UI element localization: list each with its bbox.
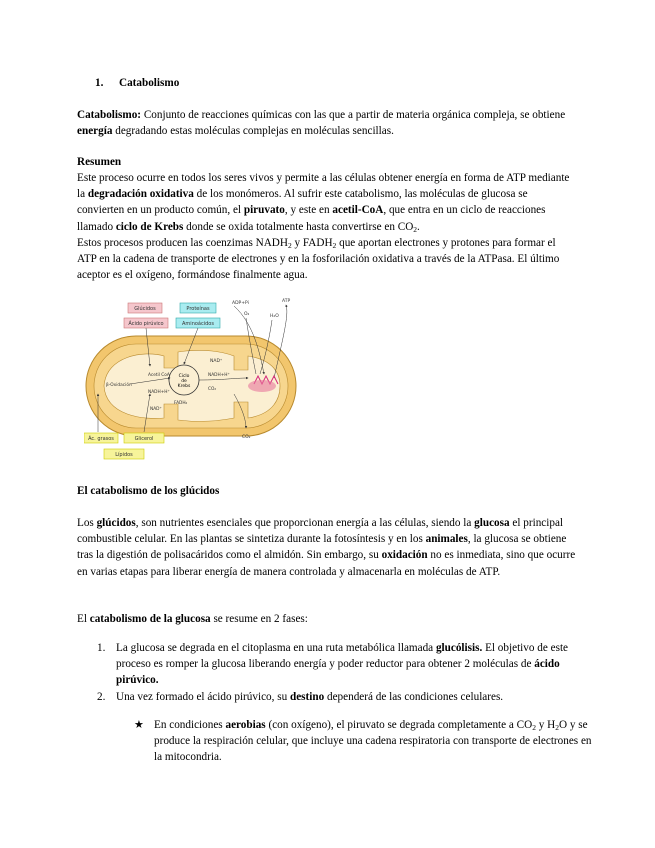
ordered-list bbox=[77, 640, 577, 705]
label-ac-grasos: Ác. grasos bbox=[88, 436, 114, 442]
label-h2o: H₂O bbox=[270, 314, 279, 319]
resumen-paragraph-1: Este proceso ocurre en todos los seres vivos y permite a las células obtener energía en forma de ATP mediante la degradación oxidativa de los monómeros. Al sufrir este catabolismo, las moléculas de glucosa se convierten en un producto común, el piruvato, y este en acetil-CoA, que entra en un ciclo de reacciones llamado ciclo de Krebs donde se oxida totalmente hasta convertirse en $CO_2$. bbox=[77, 172, 570, 234]
list-item: 2. Una vez formado el ácido pirúvico, su destino dependerá de las condiciones celulares. bbox=[97, 690, 504, 703]
label-adp: ADP+Pi bbox=[232, 301, 249, 306]
label-aminoacidos: Aminoácidos bbox=[182, 321, 214, 327]
label-acido-piruvico: Ácido pirúvico bbox=[128, 321, 164, 327]
label-nadh-h: NADH+H⁺ bbox=[148, 390, 170, 395]
label-beta-oxidacion: β-Oxidación bbox=[106, 383, 132, 388]
label-co2-out: CO₂ bbox=[242, 435, 251, 440]
glucidos-paragraph: Los glúcidos, son nutrientes esenciales que proporcionan energía a las células, siendo la glucosa el principal combustible celular. En las plantas se sintetiza durante la fotosíntesis y en los animales, la glucosa se obtiene tras la digestión de polisacáridos como el almidón. Sin embargo, su oxidación no es inmediata, sino que ocurre en varias etapas para liberar energía de manera controlada y almacenarla en moléculas de ATP. bbox=[77, 517, 576, 578]
label-nadh-right: NADH+H⁺ bbox=[208, 373, 230, 378]
mitochondria-svg bbox=[84, 294, 299, 469]
glucidos-heading: El catabolismo de los glúcidos bbox=[77, 485, 220, 497]
label-lipidos: Lípidos bbox=[115, 452, 133, 458]
label-o2: O₂ bbox=[244, 312, 250, 317]
resumen-title: Resumen bbox=[77, 156, 122, 168]
section-number: 1. bbox=[95, 77, 104, 89]
star-bullet-icon: ★ bbox=[134, 718, 144, 731]
resumen-paragraph-2: Estos procesos producen las coenzimas $NADH_2$ y $FADH_2$ que aportan electrones y protones para formar el ATP en la cadena de transporte de electrones y en la fosforilación oxidativa a través de la ATPasa. El último aceptor es el oxígeno, formándose finalmente agua. bbox=[77, 236, 560, 282]
label-fadh2: FADH₂ bbox=[174, 401, 188, 406]
section-title: Catabolismo bbox=[119, 77, 180, 89]
label-nad-bottom: NAD⁺ bbox=[150, 407, 162, 412]
label-glicerol: Glicerol bbox=[134, 436, 154, 442]
label-proteinas: Proteínas bbox=[186, 306, 210, 312]
label-glucidos: Glúcidos bbox=[134, 306, 156, 312]
star-list-item: ★ En condiciones aerobias (con oxígeno), el piruvato se degrada completamente a $CO_2$ y $H_2O$ y se produce la respiración celular, que incluye una cadena respiratoria con transporte de electrones en la mitocondria. bbox=[134, 718, 592, 764]
section-heading bbox=[95, 75, 179, 91]
fases-paragraph: El catabolismo de la glucosa se resume en 2 fases: bbox=[77, 613, 308, 625]
list-item: 1. La glucosa se degrada en el citoplasma en una ruta metabólica llamada glucólisis. El objetivo de este proceso es romper la glucosa liberando energía y poder reductor para obtener 2 moléculas de ácido pirúvico. bbox=[97, 642, 569, 687]
label-atp: ATP bbox=[282, 299, 291, 304]
mitochondria-diagram bbox=[84, 294, 299, 469]
label-nad-top: NAD⁺ bbox=[210, 359, 223, 364]
atp-synthase bbox=[248, 380, 276, 392]
ciclo-label: Ciclo de Krebs bbox=[177, 374, 191, 389]
label-acetil-coa: Acetil CoA bbox=[148, 373, 170, 378]
resumen-text bbox=[77, 170, 577, 283]
label-co2-inner: CO₂ bbox=[208, 387, 217, 392]
definition-paragraph: Catabolismo: Conjunto de reacciones químicas con las que a partir de materia orgánica compleja, se obtiene energía degradando estas moléculas complejas en moléculas sencillas. bbox=[77, 109, 566, 138]
